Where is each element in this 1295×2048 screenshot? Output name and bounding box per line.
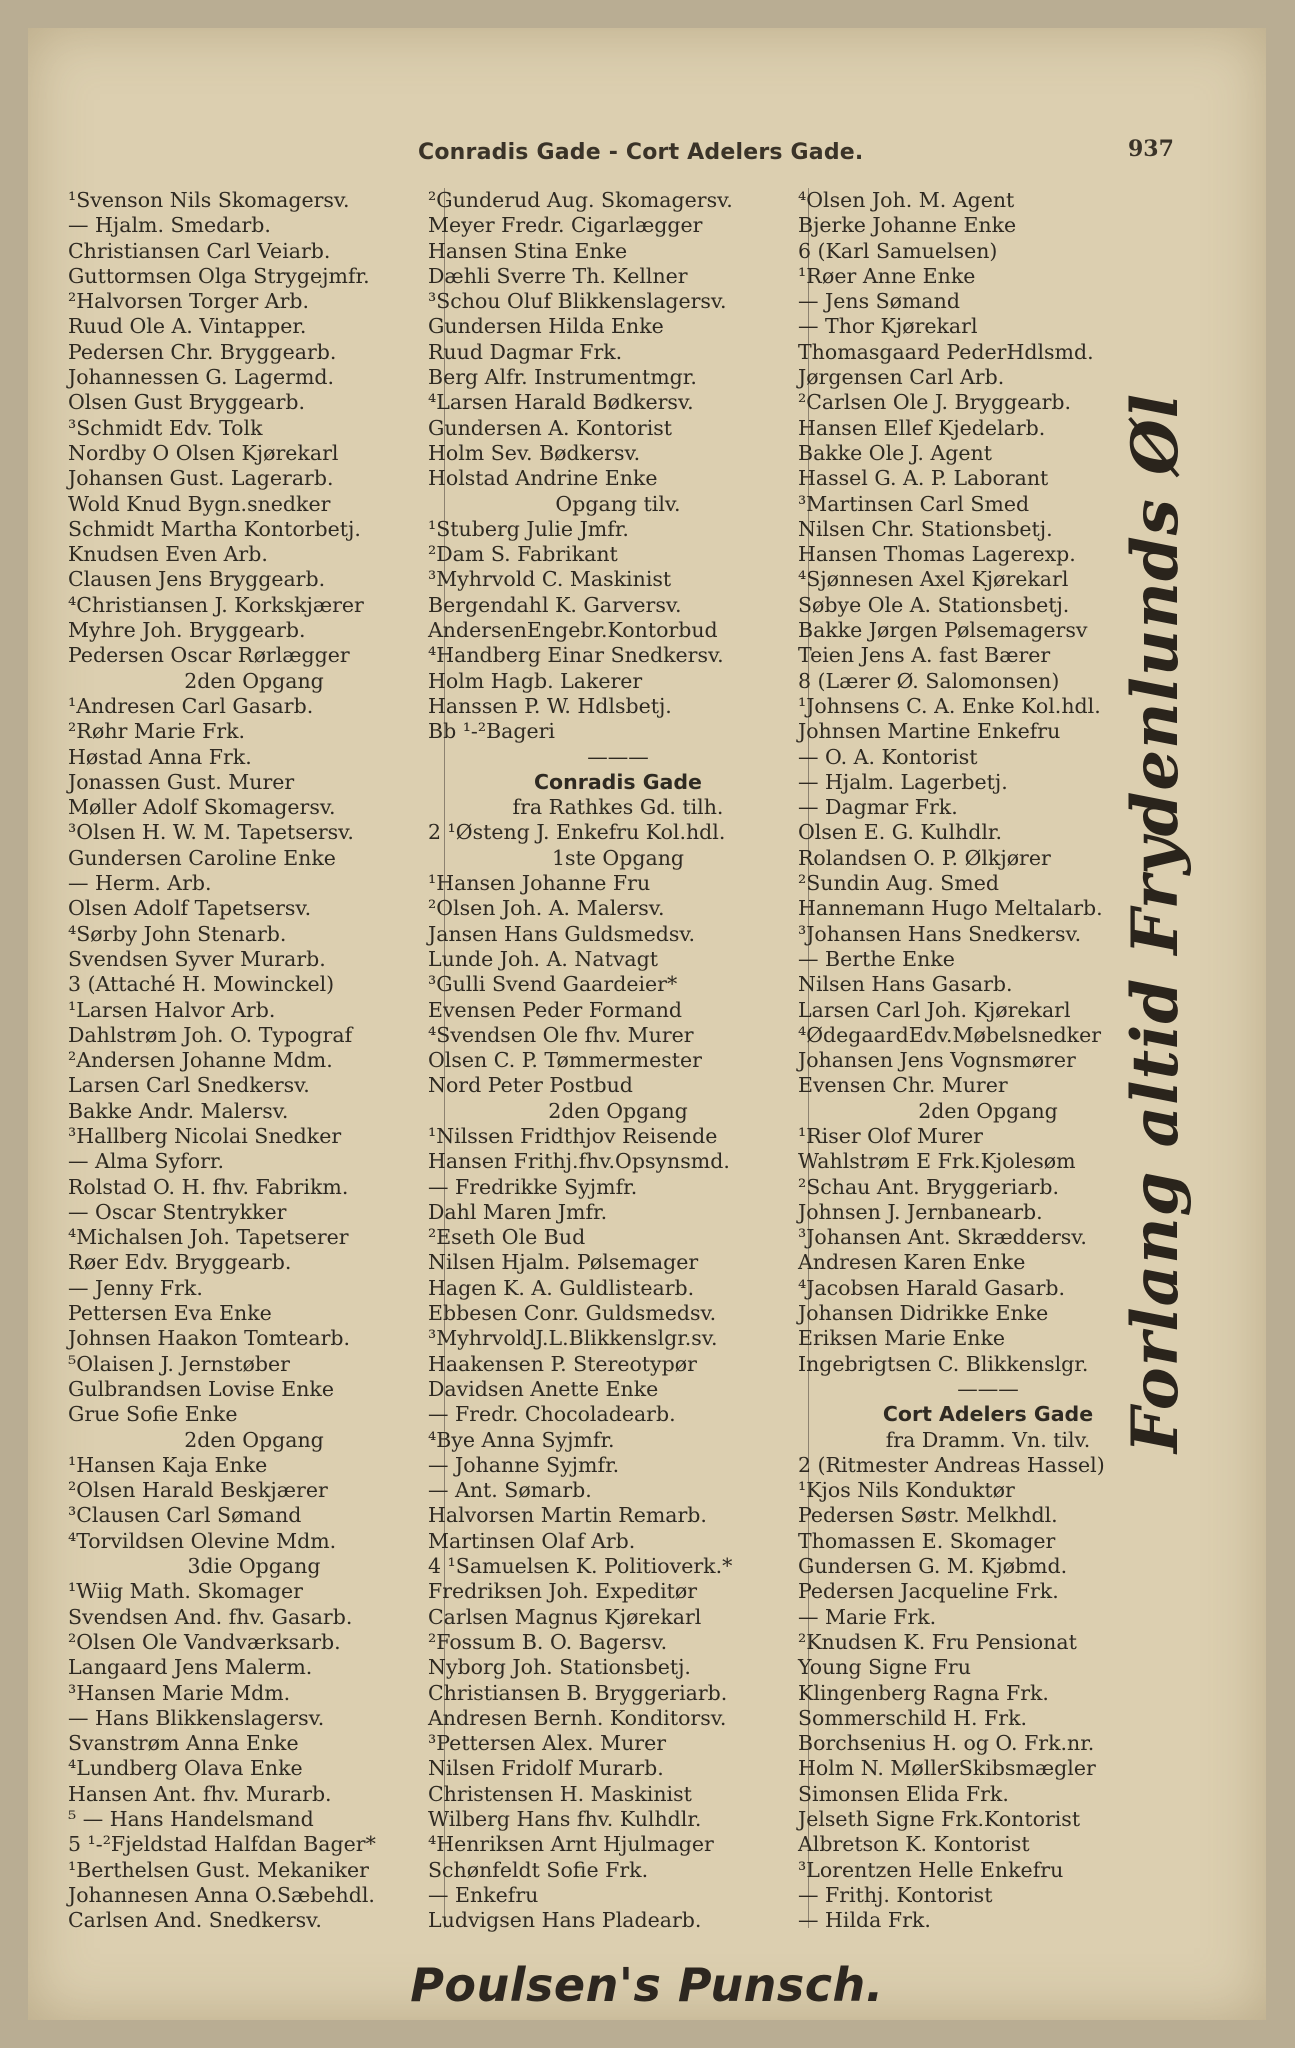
directory-entry: Bakke Jørgen Pølsemagersv: [798, 618, 1088, 643]
directory-entry: ———: [957, 1376, 1019, 1401]
directory-entry: Bb ¹-²Bageri: [428, 719, 555, 744]
directory-entry: — Hjalm. Smedarb.: [68, 213, 271, 238]
directory-entry: ²Røhr Marie Frk.: [68, 719, 246, 744]
directory-entry: ³Martinsen Carl Smed: [798, 491, 1030, 516]
directory-entry: Pedersen Jacqueline Frk.: [798, 1579, 1059, 1604]
directory-entry: Davidsen Anette Enke: [428, 1376, 659, 1401]
directory-entry: Christiansen Carl Veiarb.: [68, 238, 331, 263]
directory-entry: Nordby O Olsen Kjørekarl: [68, 440, 339, 465]
directory-entry: Gundersen Caroline Enke: [68, 845, 336, 870]
footer-advertisement: Poulsen's Punsch.: [410, 1958, 884, 2012]
directory-entry: Søbye Ole A. Stationsbetj.: [798, 592, 1070, 617]
directory-entry: Bakke Ole J. Agent: [798, 440, 992, 465]
directory-entry: Hansen Ant. fhv. Murarb.: [68, 1781, 332, 1806]
directory-entry: Nilsen Hjalm. Pølsemager: [428, 1250, 699, 1275]
directory-entry: 2den Opgang: [548, 1098, 688, 1123]
directory-entry: — Alma Syforr.: [68, 1149, 224, 1174]
directory-entry: Guttormsen Olga Strygejmfr.: [68, 263, 370, 288]
directory-entry: Albretson K. Kontorist: [798, 1832, 1030, 1857]
directory-entry: — Berthe Enke: [798, 946, 955, 971]
directory-entry: ¹Hansen Johanne Fru: [428, 871, 651, 896]
directory-entry: — Hans Blikkenslagersv.: [68, 1705, 325, 1730]
directory-entry: ⁴Handberg Einar Snedkersv.: [428, 643, 724, 668]
page-number: 937: [1128, 136, 1174, 162]
directory-entry: 6 (Karl Samuelsen): [798, 238, 998, 263]
directory-entry: Clausen Jens Bryggearb.: [68, 567, 326, 592]
directory-entry: Bjerke Johanne Enke: [798, 213, 1017, 238]
directory-entry: Evensen Chr. Murer: [798, 1073, 1008, 1098]
directory-entry: fra Dramm. Vn. tilv.: [885, 1427, 1091, 1452]
directory-entry: Christensen H. Maskinist: [428, 1781, 692, 1806]
directory-entry: Hassel G. A. P. Laborant: [798, 466, 1049, 491]
directory-entry: — Marie Frk.: [798, 1604, 937, 1629]
directory-entry: Johansen Gust. Lagerarb.: [68, 466, 334, 491]
directory-entry: Fredriksen Joh. Expeditør: [428, 1579, 698, 1604]
directory-entry: Thomasgaard PederHdlsmd.: [798, 339, 1094, 364]
column-2: [428, 188, 808, 1933]
directory-entry: Svendsen Syver Murarb.: [68, 946, 326, 971]
directory-entry: ³Schou Oluf Blikkenslagersv.: [428, 289, 727, 314]
directory-entry: Martinsen Olaf Arb.: [428, 1528, 636, 1553]
directory-entry: — Enkefru: [428, 1882, 539, 1907]
directory-entry: Teien Jens A. fast Bærer: [798, 643, 1051, 668]
directory-entry: Hansen Stina Enke: [428, 238, 628, 263]
directory-entry: Olsen Gust Bryggearb.: [68, 390, 306, 415]
directory-entry: ⁴Bye Anna Syjmfr.: [428, 1427, 615, 1452]
directory-entry: Holstad Andrine Enke: [428, 466, 658, 491]
directory-entry: Myhre Joh. Bryggearb.: [68, 618, 306, 643]
directory-entry: Johnsen Haakon Tomtearb.: [68, 1326, 351, 1351]
directory-entry: — Johanne Syjmfr.: [428, 1452, 620, 1477]
directory-entry: ¹Andresen Carl Gasarb.: [68, 693, 314, 718]
directory-entry: Lunde Joh. A. Natvagt: [428, 946, 658, 971]
directory-entry: Dæhli Sverre Th. Kellner: [428, 263, 688, 288]
directory-entry: Nord Peter Postbud: [428, 1073, 633, 1098]
directory-entry: Bergendahl K. Garversv.: [428, 592, 682, 617]
directory-entry: ²Andersen Johanne Mdm.: [68, 1048, 333, 1073]
directory-entry: 2den Opgang: [184, 668, 324, 693]
directory-entry: Holm Sev. Bødkersv.: [428, 440, 641, 465]
directory-entry: Svanstrøm Anna Enke: [68, 1731, 299, 1756]
directory-entry: ³Olsen H. W. M. Tapetsersv.: [68, 820, 354, 845]
directory-entry: ³Myhrvold C. Maskinist: [428, 567, 672, 592]
directory-entry: ¹Nilssen Fridthjov Reisende: [428, 1123, 718, 1148]
directory-entry: Olsen C. P. Tømmermester: [428, 1048, 702, 1073]
directory-entry: Dahl Maren Jmfr.: [428, 1199, 608, 1224]
directory-entry: Holm N. MøllerSkibsmægler: [798, 1756, 1096, 1781]
directory-entry: Høstad Anna Frk.: [68, 744, 252, 769]
directory-entry: Simonsen Elida Frk.: [798, 1781, 1009, 1806]
directory-entry: ³MyhrvoldJ.L.Blikkenslgr.sv.: [428, 1326, 718, 1351]
directory-entry: Andresen Bernh. Konditorsv.: [428, 1705, 727, 1730]
directory-entry: ⁴Jacobsen Harald Gasarb.: [798, 1275, 1066, 1300]
directory-entry: ¹Johnsens C. A. Enke Kol.hdl.: [798, 693, 1101, 718]
directory-entry: Jelseth Signe Frk.Kontorist: [798, 1807, 1081, 1831]
directory-entry: ²Olsen Joh. A. Malersv.: [428, 896, 665, 921]
directory-entry: — Thor Kjørekarl: [798, 314, 978, 339]
directory-entry: ²Schau Ant. Bryggeriarb.: [798, 1174, 1060, 1199]
directory-entry: — Herm. Arb.: [68, 871, 212, 896]
directory-entry: Schønfeldt Sofie Frk.: [428, 1857, 649, 1882]
directory-entry: ³Pettersen Alex. Murer: [428, 1731, 667, 1756]
directory-entry: — Hilda Frk.: [798, 1908, 931, 1933]
directory-entry: Pedersen Søstr. Melkhdl.: [798, 1503, 1058, 1528]
column-1: [68, 188, 440, 1933]
directory-entry: Hagen K. A. Guldlistearb.: [428, 1275, 695, 1300]
directory-entry: ———: [587, 744, 649, 769]
directory-entry: Jonassen Gust. Murer: [68, 769, 295, 794]
directory-entry: ⁴Henriksen Arnt Hjulmager: [428, 1832, 714, 1857]
directory-entry: 2 ¹Østeng J. Enkefru Kol.hdl.: [428, 820, 726, 845]
directory-entry: ²Eseth Ole Bud: [428, 1225, 586, 1250]
directory-entry: Hannemann Hugo Meltalarb.: [798, 896, 1103, 921]
directory-entry: Wilberg Hans fhv. Kulhdlr.: [428, 1807, 702, 1831]
directory-entry: Carlsen And. Snedkersv.: [68, 1908, 322, 1933]
directory-entry: Cort Adelers Gade: [882, 1402, 1094, 1427]
directory-entry: ³Schmidt Edv. Tolk: [68, 415, 263, 440]
directory-entry: Wahlstrøm E Frk.Kjolesøm: [798, 1149, 1076, 1174]
directory-entry: Rolandsen O. P. Ølkjører: [798, 845, 1051, 870]
directory-entry: ²Dam S. Fabrikant: [428, 542, 618, 567]
directory-entry: ⁴Svendsen Ole fhv. Murer: [428, 1022, 694, 1047]
directory-entry: Johnsen J. Jernbanearb.: [798, 1199, 1043, 1224]
directory-entry: Ludvigsen Hans Pladearb.: [428, 1908, 702, 1933]
directory-entry: Langaard Jens Malerm.: [68, 1655, 313, 1680]
directory-entry: 2den Opgang: [184, 1427, 324, 1452]
directory-entry: 3 (Attaché H. Mowinckel): [68, 972, 335, 997]
directory-entry: Opgang tilv.: [555, 491, 681, 516]
directory-entry: ²Carlsen Ole J. Bryggearb.: [798, 390, 1072, 415]
directory-entry: Johannesen Anna O.Sæbehdl.: [68, 1882, 375, 1907]
directory-entry: ²Gunderud Aug. Skomagersv.: [428, 188, 733, 212]
directory-entry: ³Hallberg Nicolai Snedker: [68, 1123, 342, 1148]
directory-entry: Schmidt Martha Kontorbetj.: [68, 516, 361, 541]
directory-entry: Olsen E. G. Kulhdlr.: [798, 820, 1002, 845]
directory-entry: 2den Opgang: [918, 1098, 1058, 1123]
directory-entry: Gulbrandsen Lovise Enke: [68, 1376, 334, 1401]
directory-entry: Evensen Peder Formand: [428, 997, 683, 1022]
directory-entry: ¹Hansen Kaja Enke: [68, 1452, 268, 1477]
directory-entry: Young Signe Fru: [798, 1655, 971, 1680]
directory-entry: Meyer Fredr. Cigarlægger: [428, 213, 703, 238]
directory-entry: Eriksen Marie Enke: [798, 1326, 1006, 1351]
directory-entry: ⁴Sørby John Stenarb.: [68, 921, 287, 946]
page-header-title: Conradis Gade - Cort Adelers Gade.: [418, 140, 864, 165]
directory-entry: — Hjalm. Lagerbetj.: [798, 769, 1008, 794]
directory-entry: Svendsen And. fhv. Gasarb.: [68, 1604, 353, 1629]
directory-entry: ³Lorentzen Helle Enkefru: [798, 1857, 1064, 1882]
directory-entry: Ruud Ole A. Vintapper.: [68, 314, 307, 339]
directory-entry: ¹Berthelsen Gust. Mekaniker: [68, 1857, 369, 1882]
directory-entry: Jansen Hans Guldsmedsv.: [428, 921, 696, 946]
directory-entry: — Dagmar Frk.: [798, 795, 958, 820]
directory-entry: ²Halvorsen Torger Arb.: [68, 289, 310, 314]
directory-entry: Nilsen Chr. Stationsbetj.: [798, 516, 1053, 541]
directory-entry: ¹Stuberg Julie Jmfr.: [428, 516, 629, 541]
directory-entry: Rolstad O. H. fhv. Fabrikm.: [68, 1174, 349, 1199]
side-advertisement: Forlang altid Frydenlunds Øl: [1118, 392, 1193, 1453]
directory-entry: Holm Hagb. Lakerer: [428, 668, 643, 693]
directory-entry: ³Hansen Marie Mdm.: [68, 1680, 291, 1705]
directory-entry: ³Johansen Ant. Skræddersv.: [798, 1225, 1087, 1250]
directory-entry: ⁴Larsen Harald Bødkersv.: [428, 390, 694, 415]
directory-entry: ⁴ØdegaardEdv.Møbelsnedker: [798, 1022, 1101, 1047]
directory-entry: ⁴Christiansen J. Korkskjærer: [68, 592, 364, 617]
directory-entry: — Ant. Sømarb.: [428, 1478, 592, 1503]
directory-entry: — Fredrikke Syjmfr.: [428, 1174, 638, 1199]
directory-entry: Jørgensen Carl Arb.: [798, 365, 1005, 390]
directory-entry: Hansen Ellef Kjedelarb.: [798, 415, 1046, 440]
directory-entry: ¹Wiig Math. Skomager: [68, 1579, 303, 1604]
directory-entry: — Oscar Stentrykker: [68, 1199, 287, 1224]
directory-entry: ²Knudsen K. Fru Pensionat: [798, 1629, 1077, 1654]
directory-entry: ²Fossum B. O. Bagersv.: [428, 1629, 668, 1654]
directory-entry: Berg Alfr. Instrumentmgr.: [428, 365, 697, 390]
directory-entry: 3die Opgang: [187, 1554, 321, 1579]
directory-entry: Ingebrigtsen C. Blikkenslgr.: [798, 1351, 1089, 1376]
directory-entry: 8 (Lærer Ø. Salomonsen): [798, 668, 1060, 693]
directory-entry: ²Olsen Ole Vandværksarb.: [68, 1629, 341, 1654]
directory-entry: ⁵Olaisen J. Jernstøber: [68, 1351, 290, 1376]
directory-entry: — O. A. Kontorist: [798, 744, 978, 769]
directory-entry: Møller Adolf Skomagersv.: [68, 795, 336, 820]
directory-entry: ⁴Lundberg Olava Enke: [68, 1756, 303, 1781]
directory-page: [28, 28, 1266, 2020]
directory-entry: Pedersen Oscar Rørlægger: [68, 643, 350, 668]
directory-entry: ¹Røer Anne Enke: [798, 263, 976, 288]
directory-entry: ²Olsen Harald Beskjærer: [68, 1478, 328, 1503]
directory-entry: 5 ¹-²Fjeldstad Halfdan Bager*: [68, 1832, 376, 1857]
directory-entry: Johansen Didrikke Enke: [798, 1301, 1049, 1326]
directory-entry: ³Clausen Carl Sømand: [68, 1503, 302, 1528]
directory-entry: ²Sundin Aug. Smed: [798, 871, 999, 896]
directory-entry: ⁴Sjønnesen Axel Kjørekarl: [798, 567, 1069, 592]
directory-entry: ³Johansen Hans Snedkersv.: [798, 921, 1082, 946]
directory-entry: ⁵ — Hans Handelsmand: [68, 1807, 314, 1831]
directory-entry: Grue Sofie Enke: [68, 1402, 238, 1427]
directory-entry: Ruud Dagmar Frk.: [428, 339, 623, 364]
directory-entry: AndersenEngebr.Kontorbud: [428, 618, 718, 643]
directory-entry: Klingenberg Ragna Frk.: [798, 1680, 1049, 1705]
directory-entry: Hanssen P. W. Hdlsbetj.: [428, 693, 672, 718]
directory-entry: Nilsen Fridolf Murarb.: [428, 1756, 664, 1781]
directory-entry: Nyborg Joh. Stationsbetj.: [428, 1655, 691, 1680]
directory-entry: ¹Larsen Halvor Arb.: [68, 997, 276, 1022]
directory-entry: 1ste Opgang: [551, 845, 685, 870]
directory-entry: Carlsen Magnus Kjørekarl: [428, 1604, 702, 1629]
directory-entry: Hansen Thomas Lagerexp.: [798, 542, 1076, 567]
directory-entry: Johansen Jens Vognsmører: [798, 1048, 1076, 1073]
directory-entry: Gundersen G. M. Kjøbmd.: [798, 1554, 1068, 1579]
directory-entry: Thomassen E. Skomager: [798, 1528, 1056, 1553]
directory-entry: Gundersen A. Kontorist: [428, 415, 673, 440]
directory-entry: Christiansen B. Bryggeriarb.: [428, 1680, 728, 1705]
directory-entry: Borchsenius H. og O. Frk.nr.: [798, 1731, 1095, 1756]
directory-entry: ³Gulli Svend Gaardeier*: [428, 972, 678, 997]
directory-entry: fra Rathkes Gd. tilh.: [512, 795, 724, 820]
directory-entry: ⁴Michalsen Joh. Tapetserer: [68, 1225, 349, 1250]
directory-entry: Bakke Andr. Malersv.: [68, 1098, 289, 1123]
directory-entry: — Jens Sømand: [798, 289, 960, 314]
directory-entry: — Frithj. Kontorist: [798, 1882, 993, 1907]
directory-entry: — Jenny Frk.: [68, 1275, 203, 1300]
directory-entry: Pettersen Eva Enke: [68, 1301, 272, 1326]
directory-entry: Ebbesen Conr. Guldsmedsv.: [428, 1301, 717, 1326]
directory-entry: ⁴Torvildsen Olevine Mdm.: [68, 1528, 337, 1553]
directory-entry: Olsen Adolf Tapetsersv.: [68, 896, 312, 921]
directory-entry: Røer Edv. Bryggearb.: [68, 1250, 292, 1275]
directory-entry: Sommerschild H. Frk.: [798, 1705, 1028, 1730]
directory-entry: Halvorsen Martin Remarb.: [428, 1503, 707, 1528]
directory-entry: Pedersen Chr. Bryggearb.: [68, 339, 337, 364]
directory-entry: ¹Kjos Nils Konduktør: [798, 1478, 1015, 1503]
directory-entry: ⁴Olsen Joh. M. Agent: [798, 188, 1015, 212]
directory-entry: Andresen Karen Enke: [798, 1250, 1026, 1275]
directory-entry: Johnsen Martine Enkefru: [798, 719, 1061, 744]
directory-entry: ¹Riser Olof Murer: [798, 1123, 983, 1148]
directory-entry: ¹Svenson Nils Skomagersv.: [68, 188, 350, 212]
directory-entry: Larsen Carl Snedkersv.: [68, 1073, 310, 1098]
directory-entry: Knudsen Even Arb.: [68, 542, 268, 567]
directory-entry: Haakensen P. Stereotypør: [428, 1351, 697, 1376]
directory-entry: Nilsen Hans Gasarb.: [798, 972, 1013, 997]
directory-entry: Conradis Gade: [534, 769, 702, 794]
directory-entry: Hansen Frithj.fhv.Opsynsmd.: [428, 1149, 730, 1174]
directory-entry: Dahlstrøm Joh. O. Typograf: [68, 1022, 353, 1047]
directory-entry: 4 ¹Samuelsen K. Politioverk.*: [428, 1554, 733, 1579]
directory-entry: Johannessen G. Lagermd.: [68, 365, 335, 390]
directory-entry: 2 (Ritmester Andreas Hassel): [798, 1452, 1105, 1477]
directory-entry: Wold Knud Bygn.snedker: [68, 491, 331, 516]
directory-entry: Larsen Carl Joh. Kjørekarl: [798, 997, 1071, 1022]
directory-entry: — Fredr. Chocoladearb.: [428, 1402, 676, 1427]
directory-entry: Gundersen Hilda Enke: [428, 314, 664, 339]
